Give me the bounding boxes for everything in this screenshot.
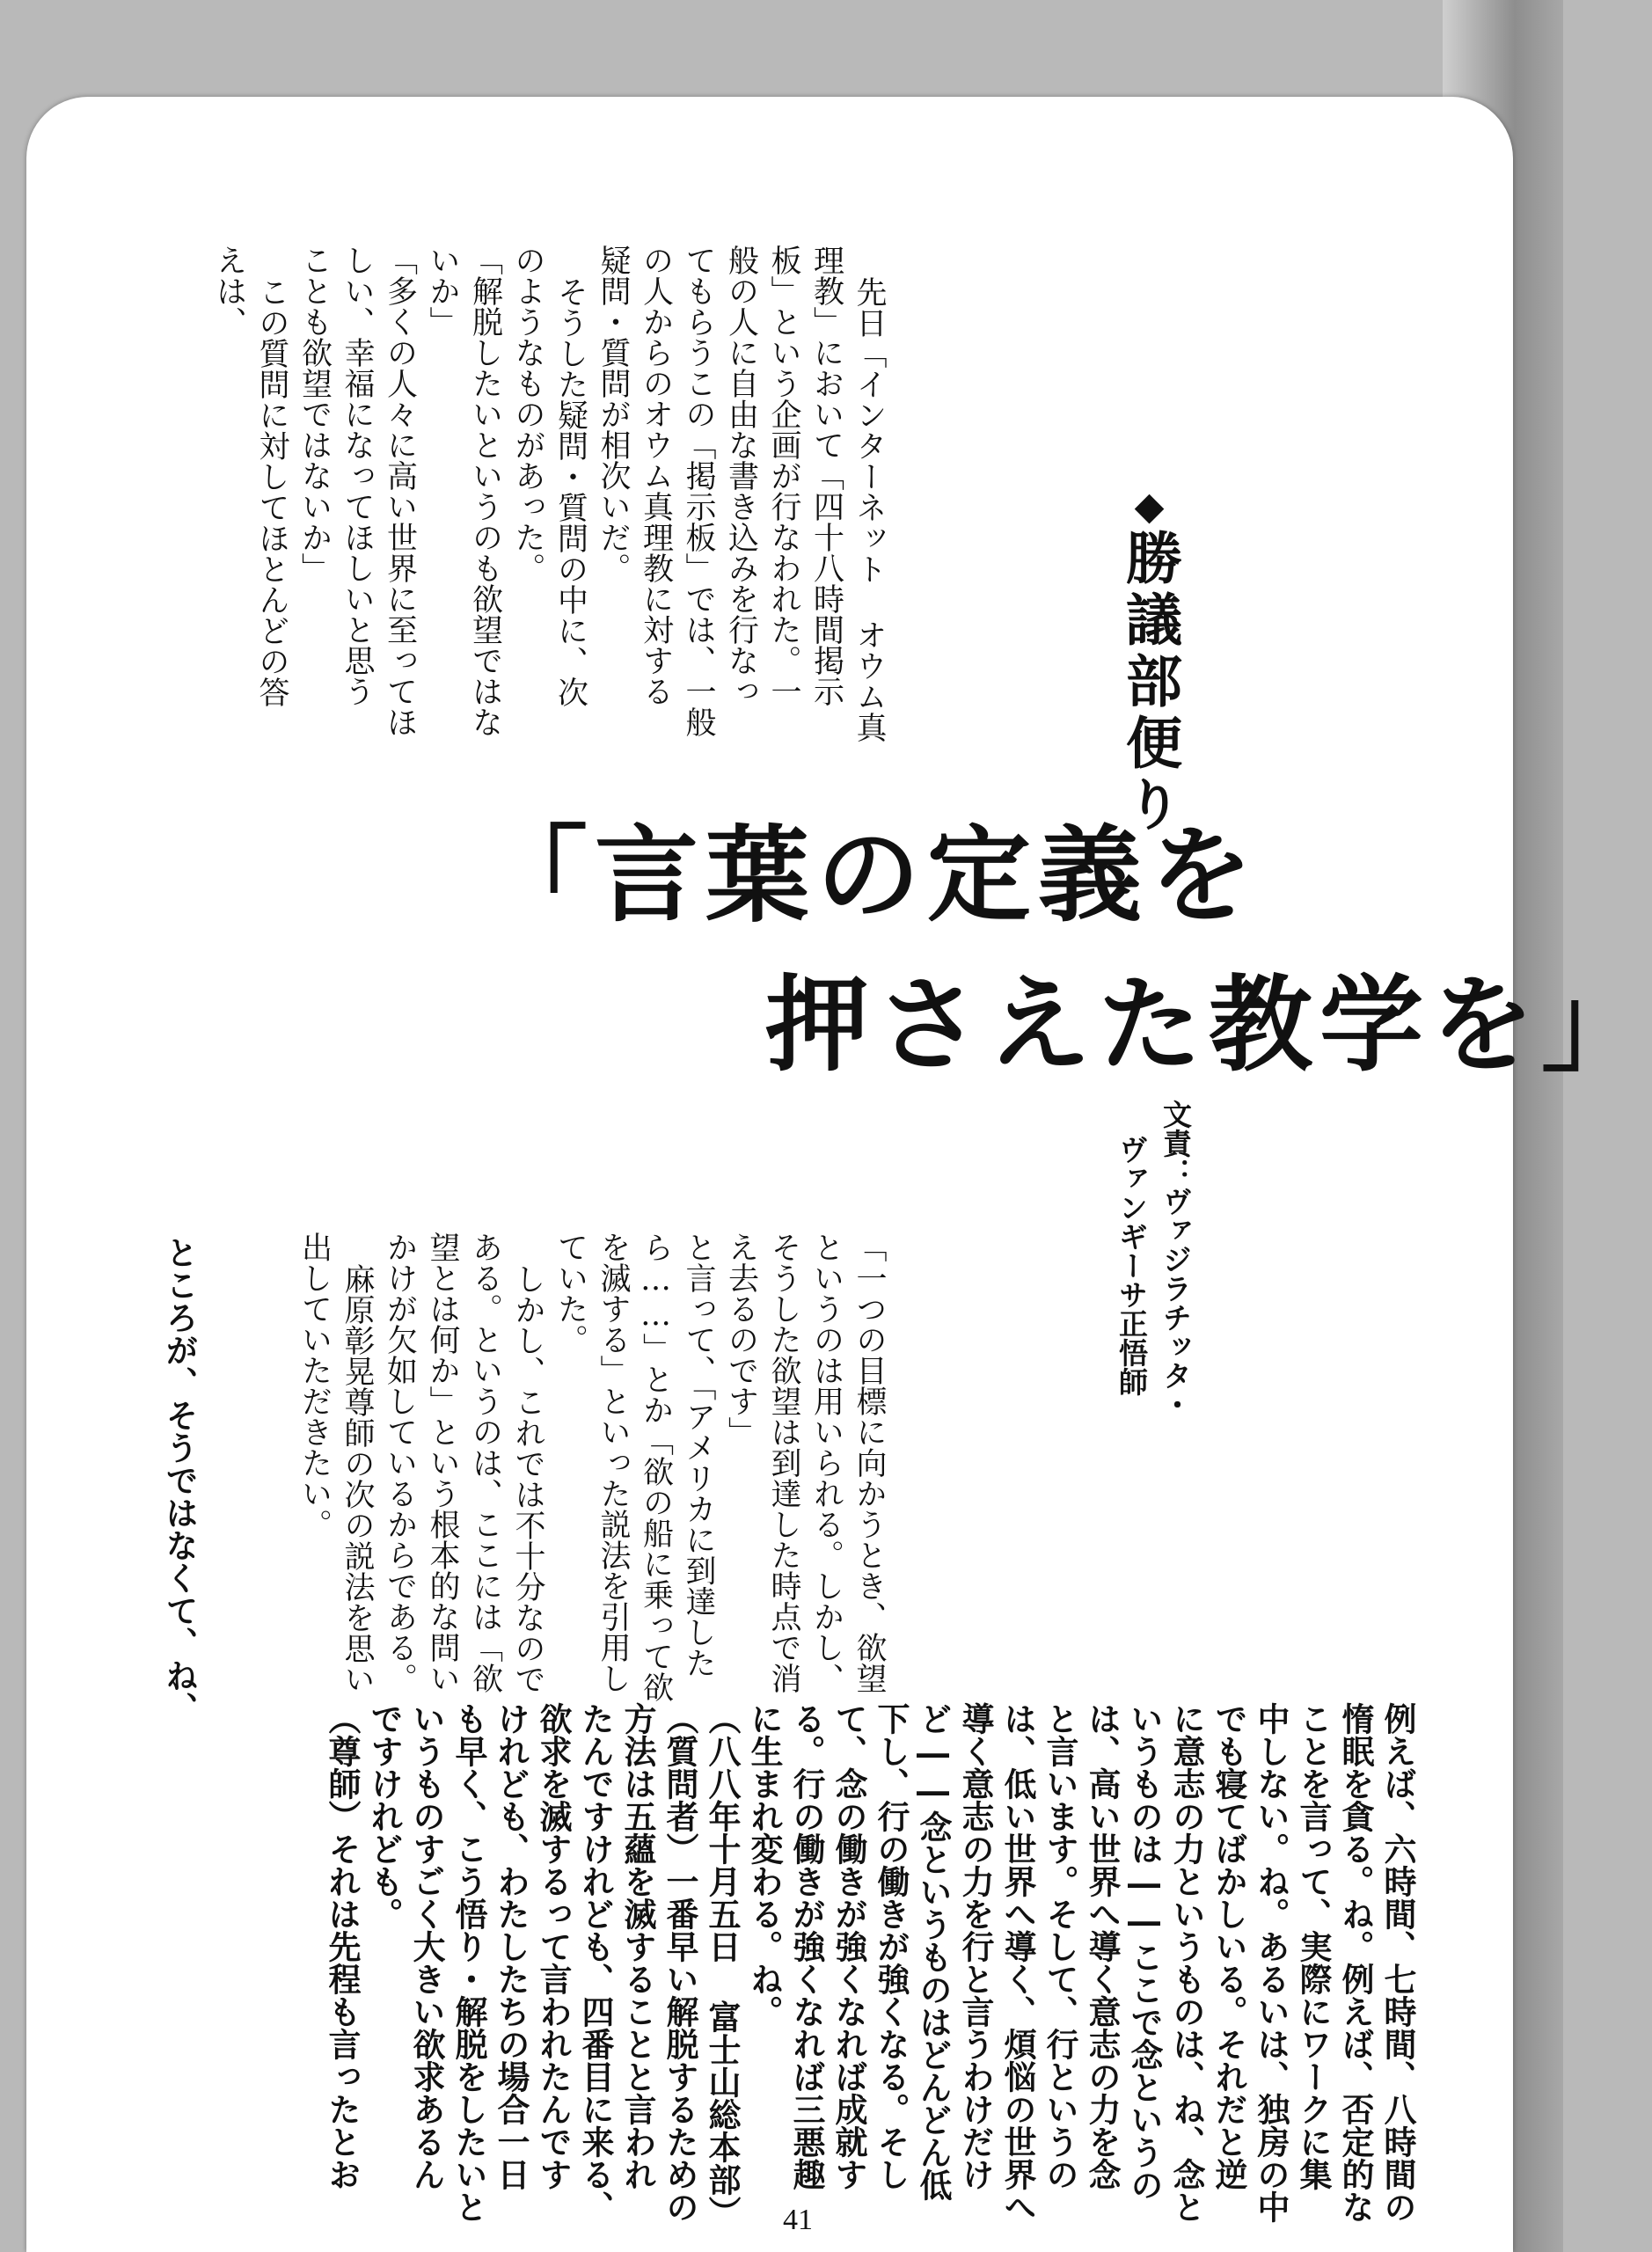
sermon-quote-column: 下し、行の働きが強くなる。そし xyxy=(872,1702,910,2190)
intro-column: しい、幸福になってほしいと思う xyxy=(340,245,375,706)
section-title: 勝議部便り xyxy=(1116,529,1181,837)
sermon-quote-column: 方法は五蘊を滅することと言われ xyxy=(618,1702,656,2190)
intro-column: 般の人に自由な書き込みを行なっ xyxy=(723,245,759,706)
sermon-quote-column: ことを言って、実際にワークに集 xyxy=(1294,1702,1332,2190)
sermon-quote-column: に意志の力というものは、ね、念と xyxy=(1167,1702,1205,2223)
sermon-quote-column: けれども、わたしたちの場合一日 xyxy=(492,1702,530,2190)
intro-column: てもらうこの「掲示板」では、一般 xyxy=(681,245,716,737)
sermon-quote-column: ど――念というものはどんどん低 xyxy=(914,1702,952,2201)
middle-column: かけが欠如しているからである。 xyxy=(382,1232,418,1693)
sermon-quote-column: と言います。そして、行というの xyxy=(1041,1702,1078,2190)
intro-column: そうした疑問・質問の中に、次 xyxy=(552,276,588,707)
middle-column: というのは用いられる。しかし、 xyxy=(808,1232,844,1693)
sermon-quote-column: ですけれども。 xyxy=(365,1702,403,1930)
middle-column: ある。というのは、ここには「欲 xyxy=(467,1232,503,1693)
intro-column: 板」という企画が行なわれた。一 xyxy=(766,245,801,706)
sermon-quote-column: （八八年十月五日 富士山総本部） xyxy=(703,1702,741,2228)
middle-column: ていた。 xyxy=(552,1232,588,1355)
section-heading xyxy=(1108,484,1189,837)
sermon-quote-column: 例えば、六時間、七時間、八時間の xyxy=(1378,1702,1416,2223)
intro-column: えは、 xyxy=(211,245,247,337)
diamond-bullet-icon: ◆ xyxy=(1127,484,1172,529)
intro-column: 「解脱したいというのも欲望ではな xyxy=(467,245,503,737)
sermon-quote-column: でも寝てばかしいる。それだと逆 xyxy=(1210,1702,1247,2190)
middle-column: 麻原彰晃尊師の次の説法を思い xyxy=(340,1263,375,1694)
intro-column: この質問に対してほとんどの答 xyxy=(254,276,289,707)
middle-column: しかし、これでは不十分なので xyxy=(510,1263,545,1694)
intro-column: の人からのオウム真理教に対する xyxy=(638,245,674,706)
document-page xyxy=(26,97,1652,2252)
sermon-quote-column: て、念の働きが強くなれば成就す xyxy=(830,1702,867,2190)
sermon-quote-column: も早く、こう悟り・解脱をしたいと xyxy=(450,1702,487,2223)
intro-column: ことも欲望ではないか」 xyxy=(296,245,333,583)
page-number: 41 xyxy=(783,2204,813,2236)
middle-column: を滅する」といった説法を引用し xyxy=(596,1232,631,1693)
middle-column: え去るのです」 xyxy=(723,1232,759,1447)
intro-column: 「多くの人々に高い世界に至ってほ xyxy=(382,245,418,737)
sermon-quote-column: 中しない。ね。あるいは、独房の中 xyxy=(1252,1702,1290,2223)
sermon-quote-column: いうものは――ここで念というの xyxy=(1125,1702,1163,2201)
main-title-line1: 「言葉の定義を xyxy=(484,814,1261,936)
sermon-quote-column: に生まれ変わる。ね。 xyxy=(745,1702,783,2028)
middle-column: と言って、「アメリカに到達した xyxy=(681,1232,716,1678)
byline-line2: ヴァンギーサ正悟師 xyxy=(1115,1135,1149,1396)
sermon-quote-column: る。行の働きが強くなれば三悪趣 xyxy=(787,1702,825,2190)
sermon-quote-column: は、低い世界へ導く、煩悩の世界へ xyxy=(998,1702,1036,2223)
middle-column: 「一つの目標に向かうとき、欲望 xyxy=(852,1232,887,1693)
sermon-quote-column: ところが、そうではなくて、ね、 xyxy=(160,1236,198,1724)
byline-line1: 文責：ヴァジラチッタ・ xyxy=(1159,1100,1193,1419)
middle-column: そうした欲望は到達した時点で消 xyxy=(766,1232,801,1693)
intro-column: 先日「インターネット オウム真 xyxy=(852,276,887,742)
sermon-quote-column: 導く意志の力を行と言うわけだけ xyxy=(956,1702,994,2190)
sermon-quote-column: （尊師）それは先程も言ったとお xyxy=(323,1702,361,2190)
sermon-quote-column: は、高い世界へ導く意志の力を念 xyxy=(1083,1702,1121,2190)
main-title-line2: 押さえた教学を」 xyxy=(765,963,1652,1086)
intro-column: のようなものがあった。 xyxy=(510,245,545,583)
intro-column: いか」 xyxy=(425,245,460,337)
sermon-quote-column: （質問者）一番早い解脱するための xyxy=(661,1702,698,2223)
sermon-quote-column: たんですけれども、四番目に来る、 xyxy=(576,1702,614,2223)
intro-column: 疑問・質問が相次いだ。 xyxy=(596,245,631,583)
sermon-quote-column: 惰眠を貪る。ね。例えば、否定的な xyxy=(1336,1702,1374,2223)
middle-column: 出していただきたい。 xyxy=(296,1232,333,1539)
middle-column: 望とは何か」という根本的な問い xyxy=(425,1232,460,1693)
intro-column: 理教」において「四十八時間掲示 xyxy=(808,245,844,706)
sermon-quote-column: 欲求を滅するって言われたんです xyxy=(534,1702,572,2190)
middle-column: ら……」とか「欲の船に乗って欲 xyxy=(638,1232,674,1702)
sermon-quote-column: いうものすごく大きい欲求あるん xyxy=(407,1702,445,2190)
